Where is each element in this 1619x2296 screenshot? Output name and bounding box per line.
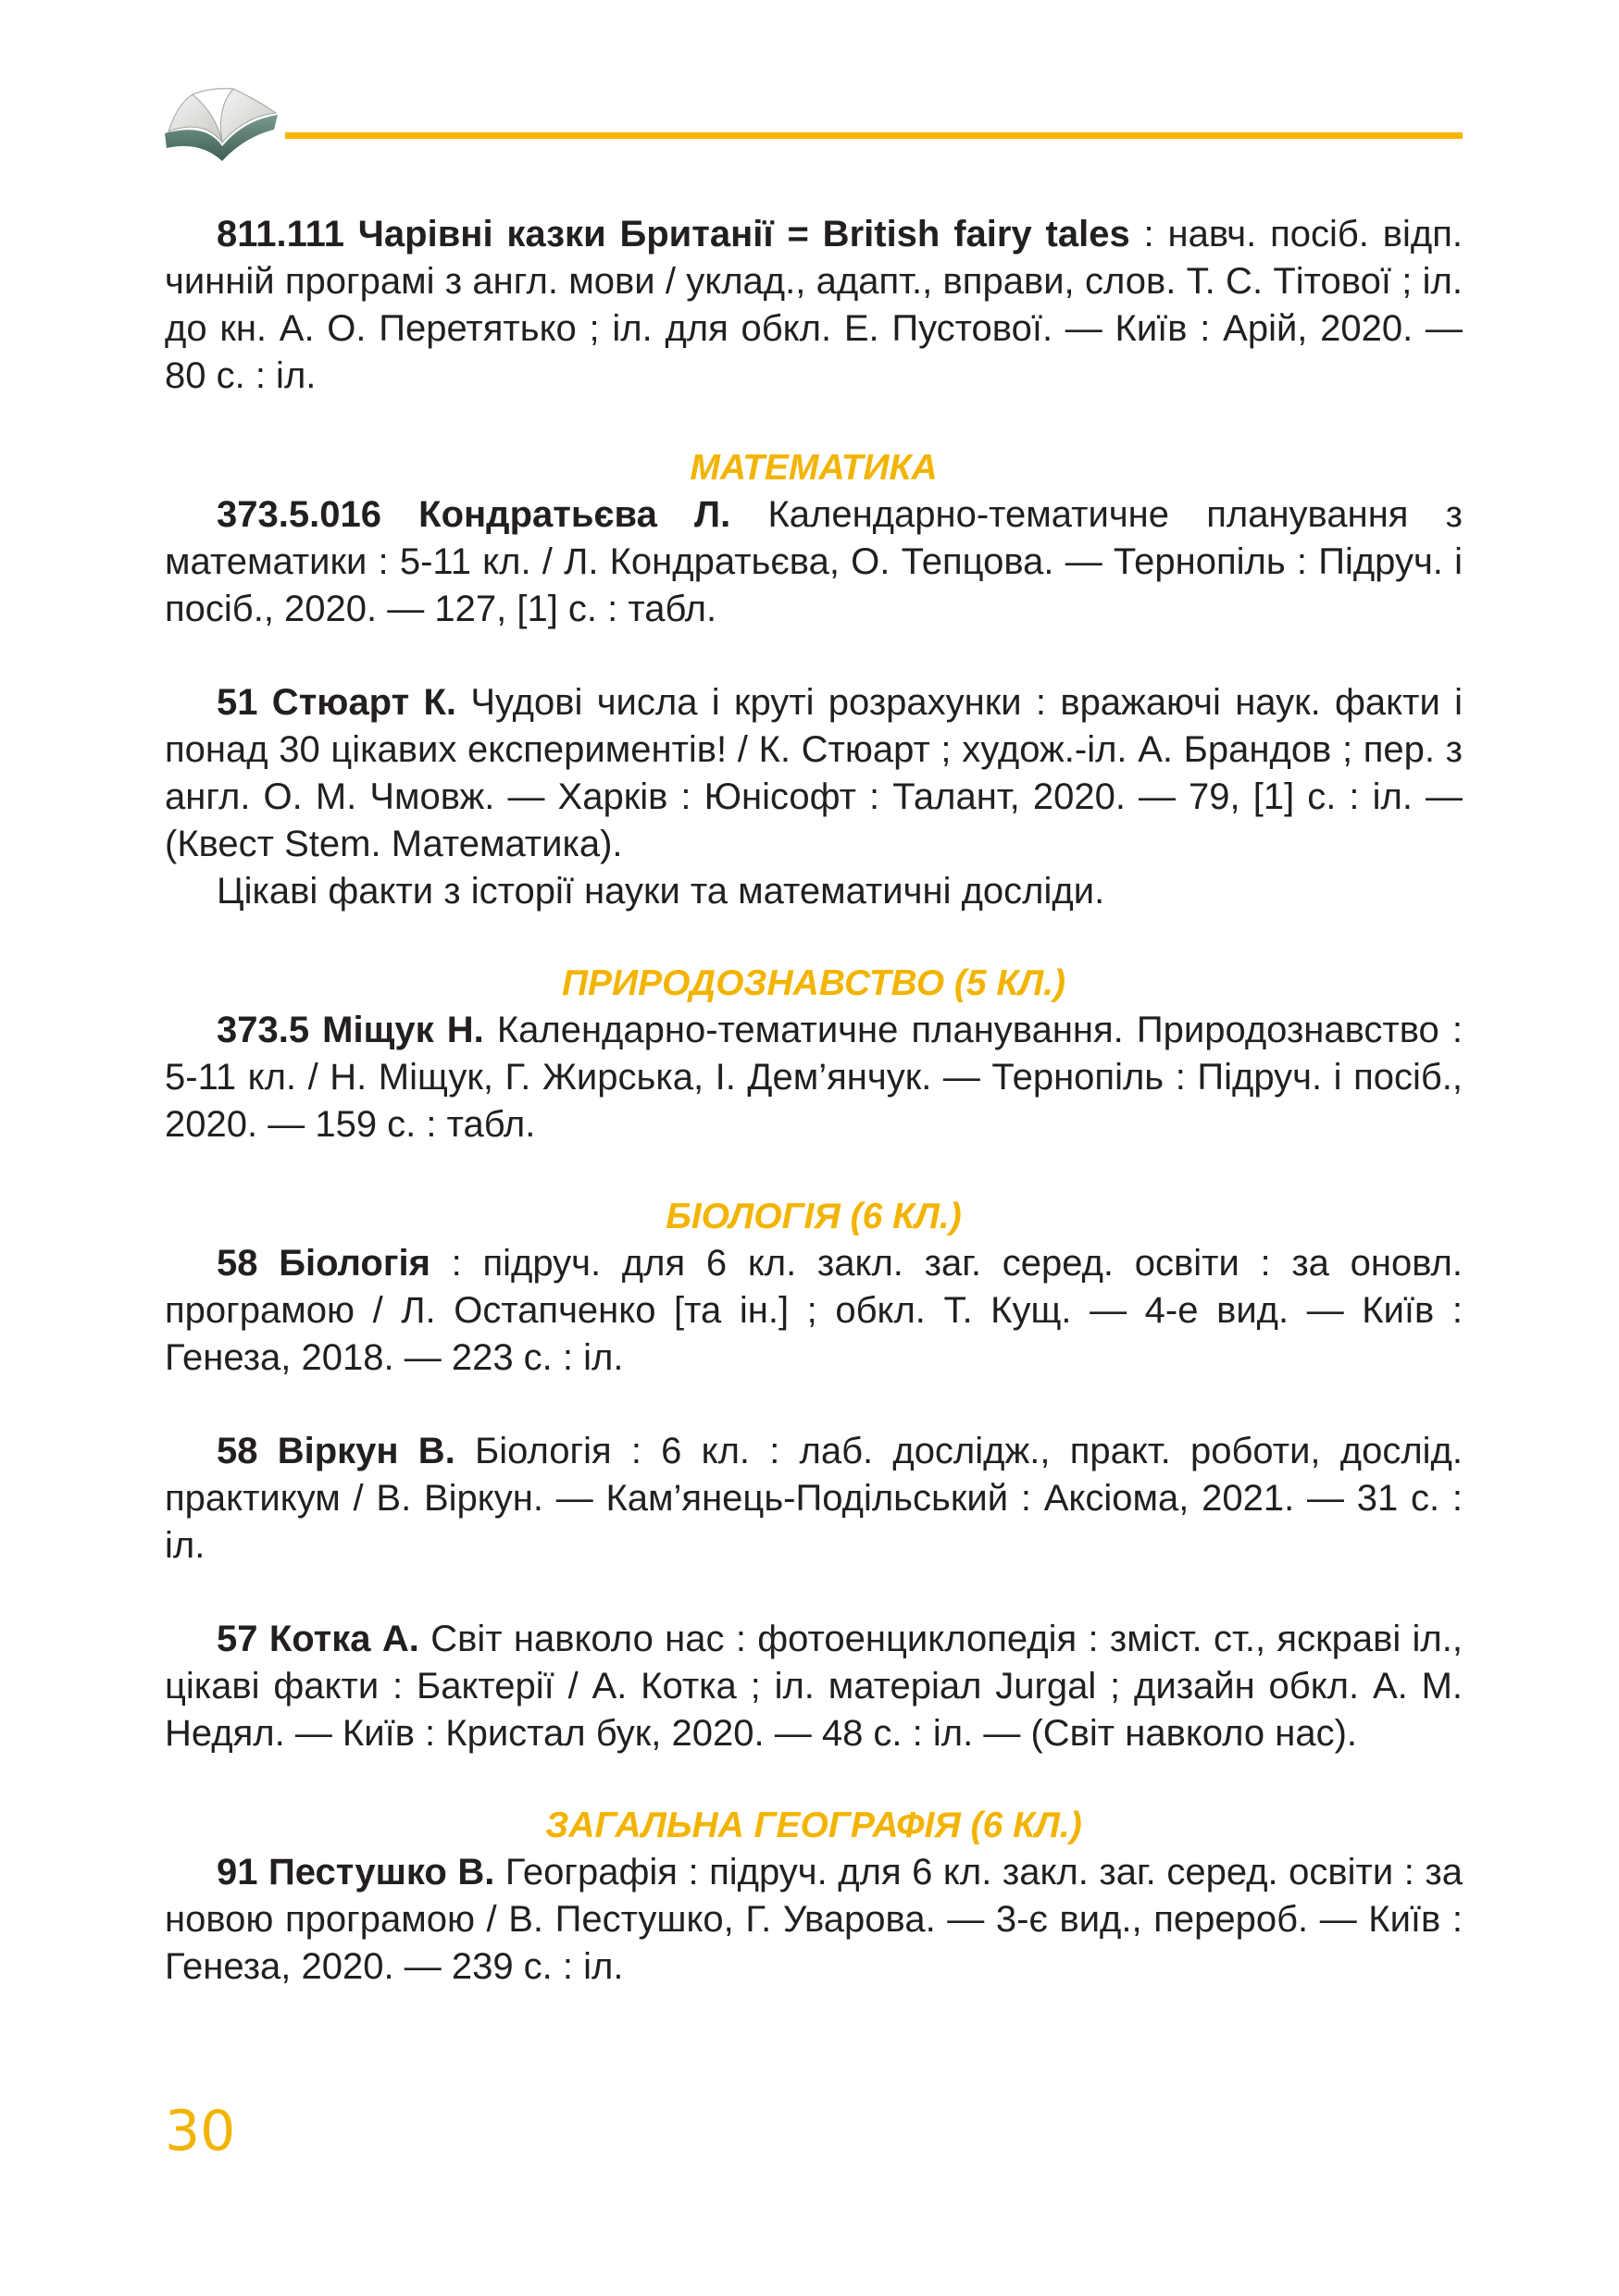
entry-body: : підруч. для 6 кл. закл. заг. серед. освіти : за оновл. програмою / Л. Остапченко [та ін.] ; обкл. Т. Кущ. — 4-е вид. — Київ : Генеза, 2018. — 223 с. : іл. xyxy=(165,1243,1463,1378)
entry-heading: 57 Котка А. xyxy=(217,1619,419,1659)
bibliography-entry xyxy=(165,1616,1463,1757)
bibliography-entry xyxy=(165,679,1463,868)
bibliography-entry xyxy=(165,1849,1463,1991)
entry-heading: 373.5 Міщук Н. xyxy=(217,1010,484,1050)
entry-body: : навч. посіб. відп. чинній програмі з англ. мови / уклад., адапт., вправи, слов. Т. С. Тітової ; іл. до кн. А. О. Перетятько ; іл. для обкл. Е. Пустової. — Київ : Арій, 2020. — 80 с. : іл. xyxy=(165,214,1463,396)
entry-body: Світ навколо нас : фотоенциклопедія : зміст. ст., яскраві іл., цікаві факти : Бактерії / А. Котка ; іл. матеріал Jurgal ; дизайн обкл. А. М. Недял. — Київ : Кристал бук, 2020. — 48 с. : іл. — (Світ навколо нас). xyxy=(165,1619,1463,1754)
bibliography-entry xyxy=(165,1240,1463,1382)
section-heading-natural-science: ПРИРОДОЗНАВСТВО (5 КЛ.) xyxy=(561,963,1065,1003)
entry-heading: 51 Стюарт К. xyxy=(217,682,457,723)
entry-annotation: Цікаві факти з історії науки та математичні досліди. xyxy=(217,871,1105,912)
entry-heading: 811.111 Чарівні казки Британії = British fairy tales xyxy=(217,214,1130,254)
bibliography-entry xyxy=(165,211,1463,400)
entry-body: Географія : підруч. для 6 кл. закл. заг. серед. освіти : за новою програмою / В. Пестушко, Г. Уварова. — 3-є вид., перероб. — Київ : Генеза, 2020. — 239 с. : іл. xyxy=(165,1852,1463,1987)
entry-body: Календарно-тематичне планування. Природознавство : 5-11 кл. / Н. Міщук, Г. Жирська, І. Дем’янчук. — Тернопіль : Підруч. і посіб., 2020. — 159 с. : табл. xyxy=(165,1010,1463,1145)
header-rule xyxy=(285,132,1463,139)
entry-heading: 58 Віркун В. xyxy=(217,1431,455,1471)
bibliography-list xyxy=(165,211,1463,1991)
bibliography-entry xyxy=(165,1428,1463,1570)
entry-heading: 373.5.016 Кондратьєва Л. xyxy=(217,494,731,535)
section-heading-geography: ЗАГАЛЬНА ГЕОГРАФІЯ (6 КЛ.) xyxy=(545,1806,1082,1845)
bibliography-entry xyxy=(165,1007,1463,1148)
section-heading-mathematics: МАТЕМАТИКА xyxy=(690,448,938,488)
entry-body: Чудові числа і круті розрахунки : вражаючі наук. факти і понад 30 цікавих експериментів! / К. Стюарт ; худож.-іл. А. Брандов ; пер. з англ. О. М. Чмовж. — Харків : Юнісофт : Талант, 2020. — 79, [1] с. : іл. — (Квест Stem. Математика). xyxy=(165,682,1463,864)
entry-heading: 91 Пестушко В. xyxy=(217,1852,495,1893)
section-heading-biology: БІОЛОГІЯ (6 КЛ.) xyxy=(666,1197,962,1236)
entry-body: Календарно-тематичне планування з математики : 5-11 кл. / Л. Кондратьєва, О. Тепцова. — Тернопіль : Підруч. і посіб., 2020. — 127, [1] с. : табл. xyxy=(165,494,1463,629)
open-book-icon xyxy=(156,76,285,168)
entry-body: Біологія : 6 кл. : лаб. дослідж., практ. роботи, дослід. практикум / В. Віркун. — Кам’янець-Подільський : Аксіома, 2021. — 31 с. : іл. xyxy=(165,1431,1463,1566)
bibliography-entry xyxy=(165,491,1463,633)
page-number: 30 xyxy=(165,2099,236,2164)
entry-heading: 58 Біологія xyxy=(217,1243,430,1284)
